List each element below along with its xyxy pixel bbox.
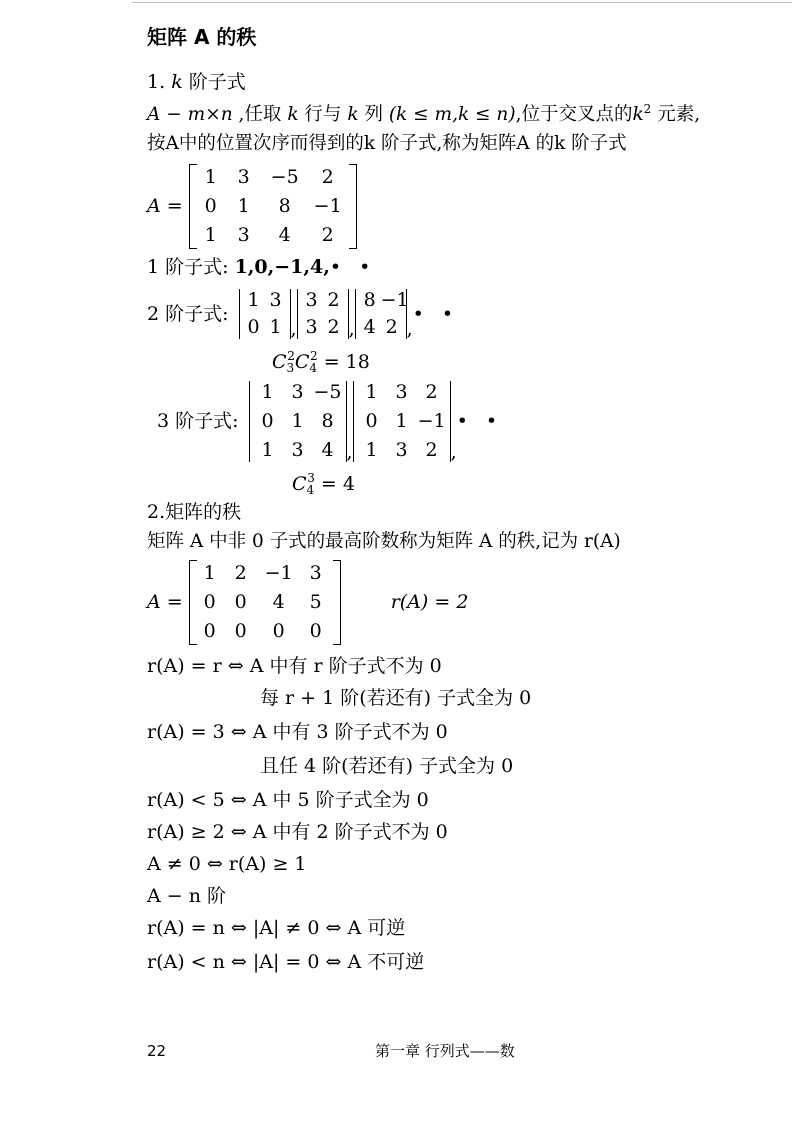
right-bracket (349, 164, 357, 249)
determinant-cell: 3 (269, 289, 282, 311)
order2-determinants (239, 289, 413, 339)
rank-line-6: r(A) ≥ 2 ⇔ A 中有 2 阶子式不为 0 (147, 821, 448, 843)
matrix-cell: 0 (203, 620, 216, 642)
def-var-a: A (147, 104, 161, 126)
determinant-cell: 1 (247, 289, 260, 311)
rank-result: r(A) = 2 (390, 591, 469, 613)
order1-line (147, 258, 376, 277)
matrix-cell: 3 (309, 562, 322, 584)
matrix-cell: 0 (203, 591, 216, 613)
determinant-cell: 3 (291, 439, 304, 461)
determinant-cell: 3 (305, 316, 318, 338)
rank-line-1: r(A) = r ⇔ A 中有 r 阶子式不为 0 (147, 655, 442, 677)
determinant-cell: 3 (291, 381, 304, 403)
def-var-k2: k (347, 104, 359, 126)
determinant-cell: −1 (380, 289, 409, 311)
def-text-3: 列 (364, 104, 383, 126)
rank-line-10: r(A) < n ⇔ |A| = 0 ⇔ A 不可逆 (147, 951, 425, 973)
matrix-cell: 2 (234, 562, 247, 584)
determinant-cell: 0 (365, 410, 378, 432)
left-bracket (189, 560, 197, 645)
determinant-cell: 2 (385, 316, 398, 338)
order3-dots: • • (456, 410, 504, 432)
order1-values: 1,0,−1,4, (234, 256, 330, 278)
matrix-cell: 2 (321, 224, 334, 246)
rank-line-4: 且任 4 阶(若还有) 子式全为 0 (260, 755, 514, 777)
rank-line-2: 每 r + 1 阶(若还有) 子式全为 0 (260, 687, 532, 709)
matrix-cell: 0 (234, 620, 247, 642)
section1-heading-number: 1. (147, 71, 166, 93)
def-size: m×n (187, 104, 233, 126)
order1-dots: • • (329, 256, 377, 278)
determinant-cell: 4 (321, 439, 334, 461)
def-text-2: 行与 (304, 104, 342, 126)
order3-label: 3 阶子式: (157, 410, 239, 432)
determinant-cell: 2 (327, 316, 340, 338)
determinant-cell: 1 (261, 381, 274, 403)
matrix-cell: 1 (237, 195, 250, 217)
order1-label: 1 阶子式: (147, 256, 229, 278)
separator-comma: , (406, 318, 413, 340)
determinant-cell: 2 (425, 439, 438, 461)
determinant (239, 289, 291, 339)
matrix-cell: 0 (204, 195, 217, 217)
order2-count-value: = 18 (323, 351, 370, 373)
matrix-cell: 0 (272, 620, 285, 642)
def-text-4: ,位于交叉点的 (515, 104, 633, 126)
determinant-cell: 2 (425, 381, 438, 403)
page-number: 22 (147, 1042, 167, 1060)
determinant-cell: 3 (305, 289, 318, 311)
determinant-cell: 8 (363, 289, 376, 311)
definition-line-2: 按A中的位置次序而得到的k 阶子式,称为矩阵A 的k 阶子式 (147, 133, 627, 154)
matrix-example-1 (147, 164, 357, 249)
matrix2-body (189, 560, 341, 645)
order2-label: 2 阶子式: (147, 302, 229, 325)
determinant (297, 289, 349, 339)
rank-line-5: r(A) < 5 ⇔ A 中 5 阶子式全为 0 (147, 789, 429, 811)
matrix-cell: −1 (264, 562, 293, 584)
matrix-example-2 (147, 560, 468, 645)
order2-dots: • • (412, 302, 460, 325)
order2-line (147, 289, 459, 339)
def-condition: (k ≤ m,k ≤ n) (388, 104, 516, 126)
matrix-cell: 0 (234, 591, 247, 613)
definition-line-1 (147, 103, 700, 125)
determinant (355, 289, 407, 339)
page-title: 矩阵 A 的秩 (147, 25, 257, 49)
def-text-1: ,任取 (238, 104, 282, 126)
determinant-cell: 1 (395, 410, 408, 432)
matrix2-label: A = (147, 591, 183, 613)
def-var-k1: k (287, 104, 299, 126)
matrix-cell: 1 (204, 224, 217, 246)
section1-heading (147, 73, 246, 92)
matrix-cell: 2 (321, 166, 334, 188)
determinant-cell: 4 (363, 316, 376, 338)
matrix-cell: 3 (237, 224, 250, 246)
matrix-cell: 0 (309, 620, 322, 642)
matrix-body (189, 164, 357, 249)
def-text-5: 元素, (657, 104, 701, 126)
determinant-cell: −5 (313, 381, 342, 403)
determinant-cell: 1 (269, 316, 282, 338)
matrix2-cells (197, 560, 333, 645)
order3-determinants (249, 381, 457, 462)
determinant-cell: −1 (417, 410, 446, 432)
determinant-cell: 1 (261, 439, 274, 461)
section2-heading: 2.矩阵的秩 (147, 501, 242, 523)
matrix-cell: 8 (278, 195, 291, 217)
determinant-cell: 2 (327, 289, 340, 311)
left-bracket (189, 164, 197, 249)
matrix-cell: 4 (278, 224, 291, 246)
top-rule (132, 2, 792, 3)
rank-line-3: r(A) = 3 ⇔ A 中有 3 阶子式不为 0 (147, 721, 448, 743)
matrix-cell: 3 (237, 166, 250, 188)
determinant-cell: 0 (247, 316, 260, 338)
section1-heading-var: k (171, 71, 183, 93)
section2-definition: 矩阵 A 中非 0 子式的最高阶数称为矩阵 A 的秩,记为 r(A) (147, 531, 621, 552)
matrix-cells (197, 164, 349, 249)
matrix-cell: 4 (272, 591, 285, 613)
rank-line-8: A − n 阶 (147, 885, 226, 907)
def-dash: − (166, 104, 182, 126)
determinant-cell: 1 (365, 439, 378, 461)
matrix-cell: 1 (204, 166, 217, 188)
rank-line-9: r(A) = n ⇔ |A| ≠ 0 ⇔ A 可逆 (147, 917, 406, 939)
determinant-cell: 3 (395, 381, 408, 403)
matrix-cell: −1 (313, 195, 342, 217)
separator-comma: , (450, 441, 457, 463)
section1-heading-text: 阶子式 (188, 71, 246, 93)
def-exponent: 2 (643, 102, 652, 116)
determinant (249, 381, 347, 462)
order3-count: $C_4^3 = 4$ (292, 471, 355, 497)
order3-line (157, 381, 503, 462)
separator-comma: , (346, 441, 353, 463)
rank-line-7: A ≠ 0 ⇔ r(A) ≥ 1 (147, 853, 307, 875)
determinant-cell: 8 (321, 410, 334, 432)
chapter-title: 第一章 行列式——数 (375, 1042, 515, 1060)
matrix-cell: 1 (203, 562, 216, 584)
determinant (353, 381, 451, 462)
right-bracket (333, 560, 341, 645)
order2-count: $C_3^2C_4^2 = 18$ (272, 349, 370, 375)
order3-count-value: = 4 (320, 473, 355, 495)
determinant-cell: 0 (261, 410, 274, 432)
matrix-cell: 5 (309, 591, 322, 613)
determinant-cell: 3 (395, 439, 408, 461)
def-var-k3: k (632, 104, 644, 126)
matrix-label: A = (147, 195, 183, 217)
determinant-cell: 1 (365, 381, 378, 403)
separator-comma: , (290, 318, 297, 340)
determinant-cell: 1 (291, 410, 304, 432)
separator-comma: , (348, 318, 355, 340)
matrix-cell: −5 (270, 166, 299, 188)
